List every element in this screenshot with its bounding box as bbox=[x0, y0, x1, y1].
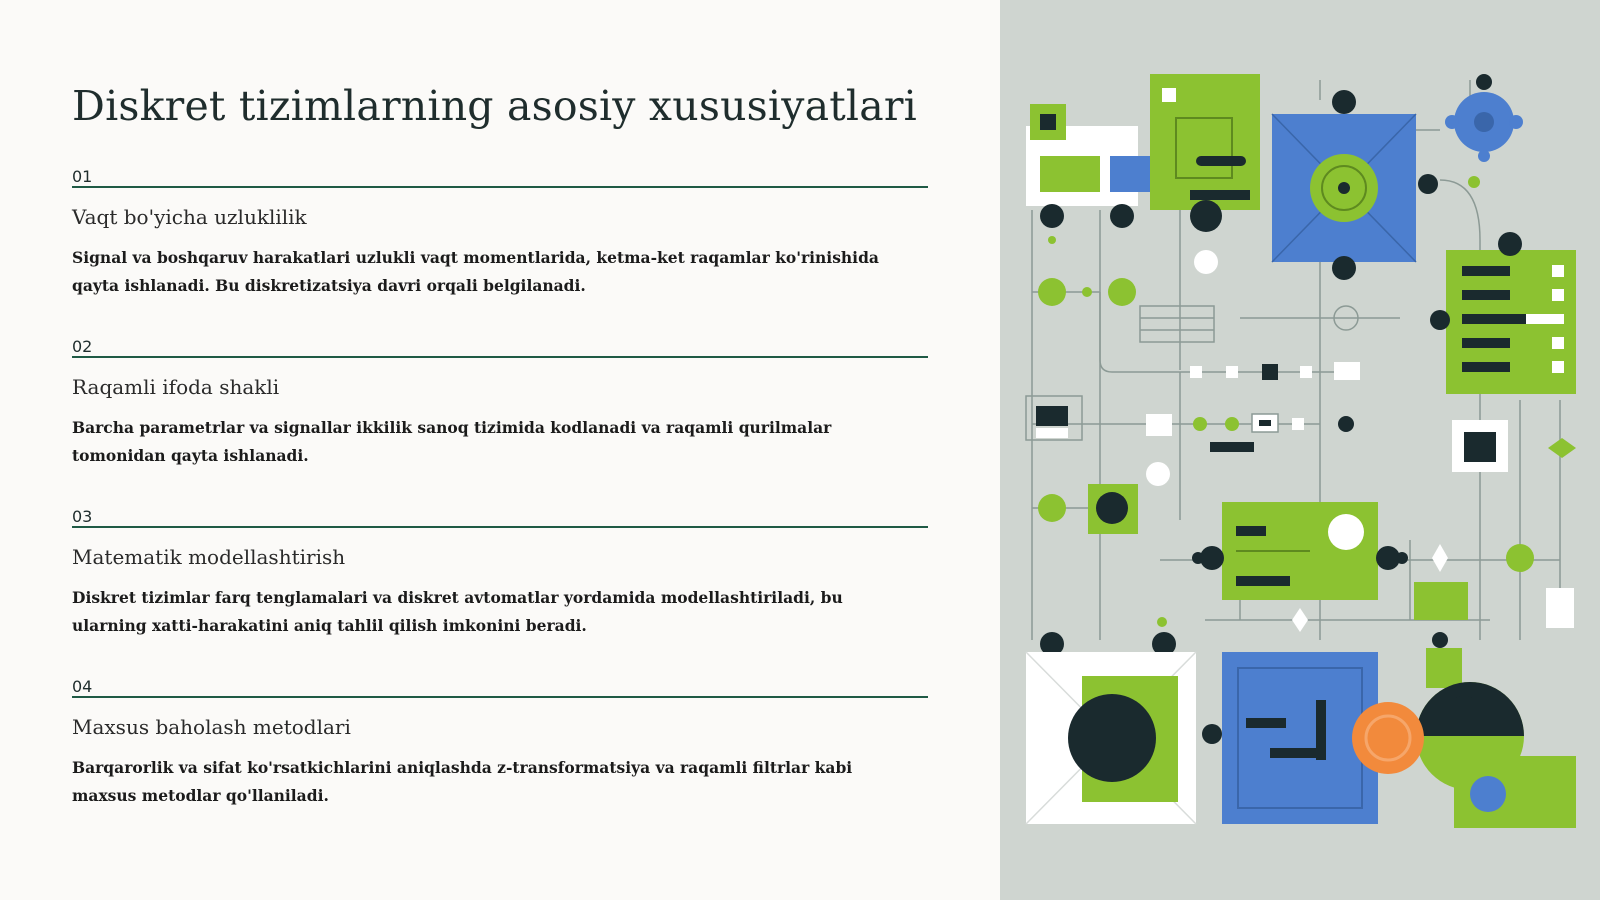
circuit-illustration bbox=[1000, 0, 1600, 900]
divider bbox=[72, 356, 928, 358]
list-item bbox=[72, 168, 928, 300]
item-number: 04 bbox=[72, 677, 93, 696]
divider bbox=[72, 186, 928, 188]
item-heading: Raqamli ifoda shakli bbox=[72, 375, 280, 399]
divider bbox=[72, 526, 928, 528]
item-description: Barqarorlik va sifat ko'rsatkichlarini aniqlashda z-transformatsiya va raqamli filtrlar kabi maxsus metodlar qo'llaniladi. bbox=[72, 758, 853, 805]
item-number: 01 bbox=[72, 167, 93, 186]
slide-title: Diskret tizimlarning asosiy xususiyatlari bbox=[72, 82, 917, 130]
list-item bbox=[72, 678, 928, 810]
circuit-diagram-illustration bbox=[1000, 0, 1600, 900]
item-description: Diskret tizimlar farq tenglamalari va diskret avtomatlar yordamida modellashtiriladi, bu ularning xatti-harakatini aniq tahlil qilish imkonini beradi. bbox=[72, 588, 843, 635]
item-description: Signal va boshqaruv harakatlari uzlukli vaqt momentlarida, ketma-ket raqamlar ko'rinishida qayta ishlanadi. Bu diskretizatsiya davri orqali belgilanadi. bbox=[72, 248, 879, 295]
item-number: 02 bbox=[72, 337, 93, 356]
list-item bbox=[72, 338, 928, 470]
item-heading: Matematik modellashtirish bbox=[72, 545, 346, 569]
item-heading: Vaqt bo'yicha uzluklilik bbox=[72, 205, 307, 229]
item-heading: Maxsus baholash metodlari bbox=[72, 715, 351, 739]
divider bbox=[72, 696, 928, 698]
list-item bbox=[72, 508, 928, 640]
item-description: Barcha parametrlar va signallar ikkilik sanoq tizimida kodlanadi va raqamli qurilmalar tomonidan qayta ishlanadi. bbox=[72, 418, 832, 465]
item-number: 03 bbox=[72, 507, 93, 526]
